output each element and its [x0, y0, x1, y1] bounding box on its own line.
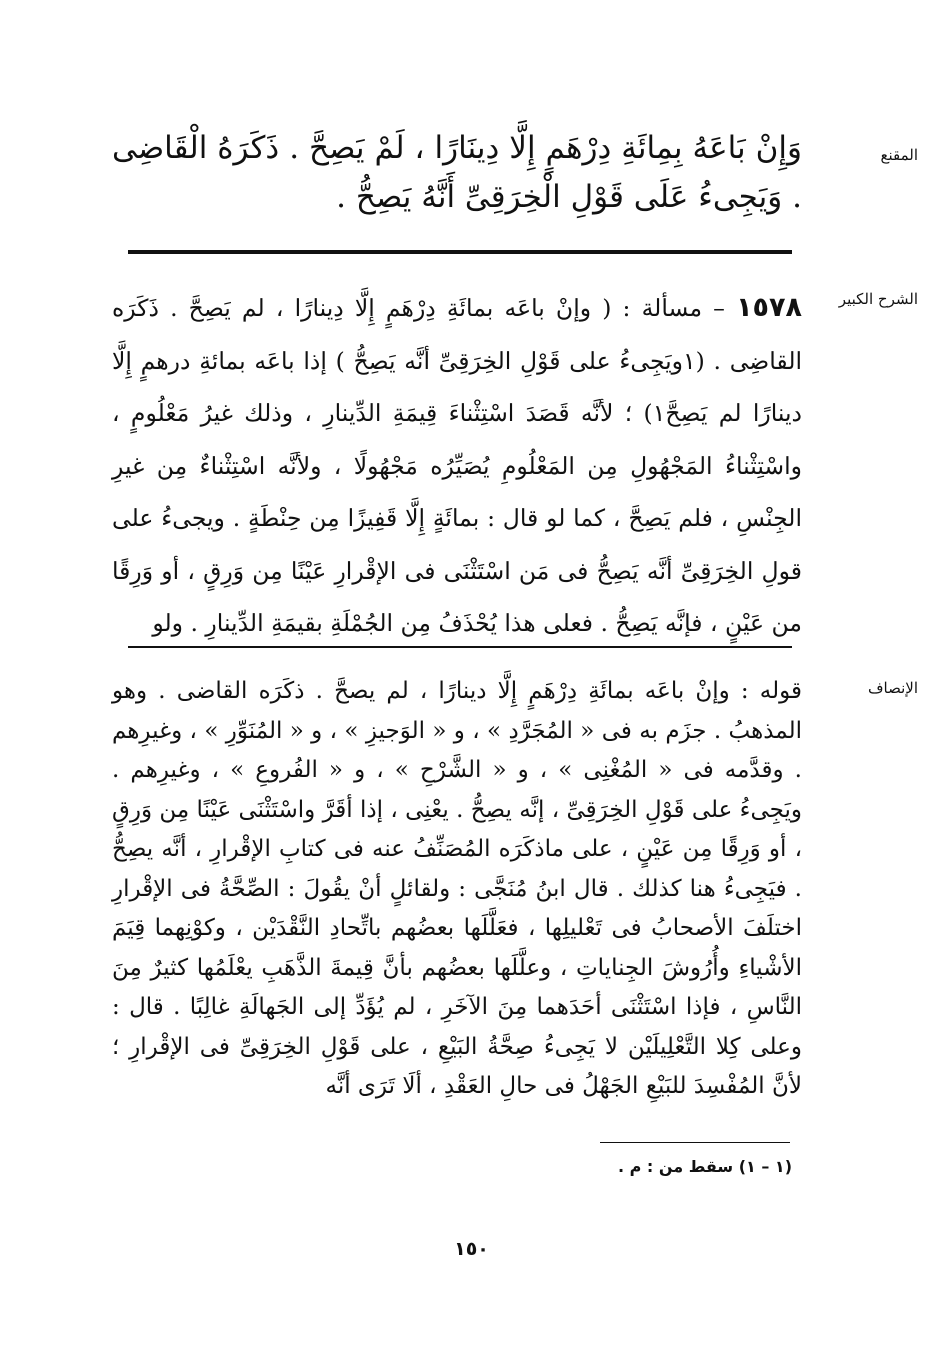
muqni-text-block — [112, 124, 802, 222]
insaf-paragraph: قوله : وإنْ باعَه بمائَةِ دِرْهَمٍ إِلَّا دينارًا ، لم يصحَّ . ذكَرَه القاضى . وهو المذهبُ . جزَم به فى « المُجَرَّدِ » ، و « الوَجيزِ » ، و « المُنَوِّرِ » ، وغيرِهم . وقدَّمه فى « المُغْنِى » ، و « الشَّرْحِ » ، و « الفُروعِ » ، وغيرِهم . ويَجِىءُ على قَوْلِ الخِرَقِىِّ ، إنَّه يصِحُّ . يعْنِى ، إذا أقَرَّ واسْتَثْنَى عَيْنًا مِن وَرِقٍ ، أو وَرِقًا مِن عَيْنٍ ، على ماذكَرَه المُصَنِّفُ عنه فى كتابِ الإقْرارِ ، أنَّه يصِحُّ . فيَجِىءُ هنا كذلك . قال ابنُ مُنَجَّى : ولقائلٍ أنْ يقُولَ : الصِّحَّةُ فى الإقْرارِ اختلَفَ الأصحابُ فى تَعْليلِها ، فعَلَّلَها بعضُهم باتِّحادِ النَّقْدَيْن ، وكوْنِهما قِيَمَ الأشْياءِ وأُرُوشَ الجِناياتِ ، وعلَّلَها بعضُهم بأنَّ قِيمةَ الذَّهَبِ يعْلَمُها كثيرٌ مِنَ النَّاسِ ، فإذا اسْتَثْنَى أحَدَهما مِنَ الآخَرِ ، لم يُؤَدِّ إلى الجَهالَةِ غالِبًا . قال : وعلى كِلا التَّعْلِيلَيْن لا يَجِىءُ صِحَّةُ البَيْعِ ، على قَوْلِ الخِرَقِىِّ فى الإقْرارِ ؛ لأنَّ المُفْسِدَ للبَيْعِ الجَهْلُ فى حالِ العَقْدِ ، ألَا تَرَى أنَّه — [112, 678, 802, 1099]
footnote: (١ – ١) سقط من : م . — [617, 1157, 792, 1176]
muqni-paragraph: وَإِنْ بَاعَهُ بِمِائَةِ دِرْهَمٍ إِلَّا دِينَارًا ، لَمْ يَصِحَّ . ذَكَرَهُ الْقَاضِى . وَيَجِىءُ عَلَى قَوْلِ الْخِرَقِىِّ أَنَّهُ يَصِحُّ . — [112, 130, 802, 215]
page-number: ١٥٠ — [454, 1238, 489, 1260]
label-sharh: الشرح الكبير — [838, 290, 918, 308]
sharh-body: – مسألة : ( وإنْ باعَه بمائَةِ دِرْهَمٍ إِلَّا دِينارًا ، لم يَصِحَّ . ذَكَرَه القاضِى . (١ويَجِىءُ على قَوْلِ الخِرَقِىِّ أنَّه يَصِحُّ ) إذا باعَه بمائةِ درهمٍ إِلَّا دينارًا لم يَصِحَّ١) ؛ لأنَّه قَصَدَ اسْتِثْناءَ قِيمَةِ الدِّينارِ ، وذلك غيرُ مَعْلُومٍ ، واسْتِثْناءُ المَجْهُولِ مِن المَعْلُومِ يُصَيِّرُه مَجْهُولًا ، ولأنَّه اسْتِثْناءٌ مِن غيرِ الجِنْسِ ، فلم يَصِحَّ ، كما لو قال : بمائَةٍ إِلَّا قَفِيزًا مِن حِنْطَةٍ . ويجىءُ على قولِ الخِرَقِىِّ أنَّه يَصِحُّ فى مَن اسْتَثْنَى فى الإقْرارِ عَيْنًا مِن وَرِقٍ ، أو وَرِقًا من عَيْنٍ ، فإنَّه يَصِحُّ . فعلى هذا يُحْذَفُ مِن الجُمْلَةِ بقيمَةِ الدِّينارِ . ولو — [112, 294, 803, 637]
insaf-text-block — [112, 672, 802, 1107]
sharh-text-block — [112, 282, 802, 650]
label-muqni: المقنع — [880, 146, 918, 164]
section-divider-thick — [128, 250, 792, 254]
label-insaf: الإنصاف — [867, 679, 918, 697]
section-divider-thin — [128, 646, 792, 648]
footnote-divider — [600, 1142, 790, 1143]
sharh-paragraph — [112, 282, 802, 650]
issue-number: ١٥٧٨ — [736, 292, 802, 323]
